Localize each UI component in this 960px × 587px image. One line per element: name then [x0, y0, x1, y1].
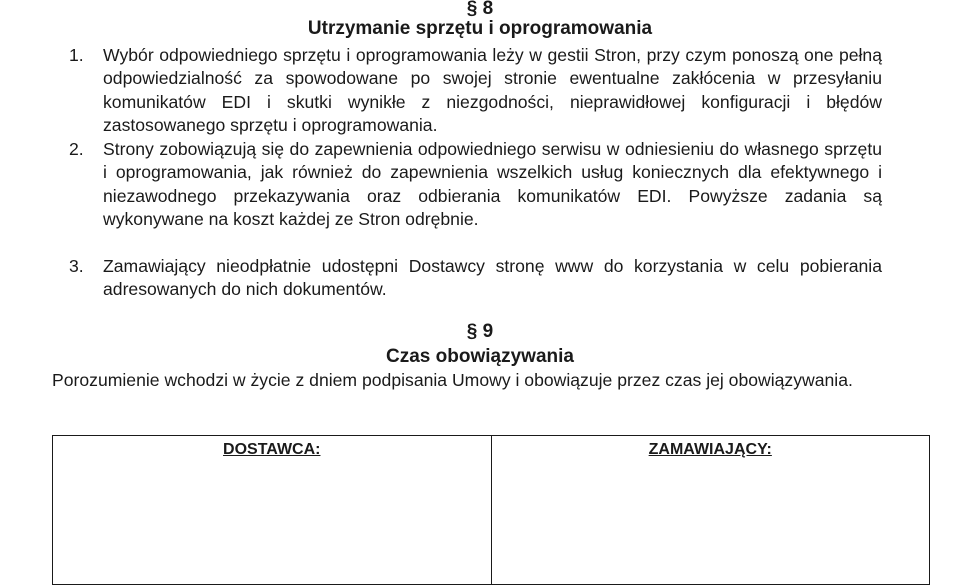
section-8-item-2	[60, 138, 882, 232]
item-number: 3.	[69, 256, 84, 276]
item-text: Strony zobowiązują się do zapewnienia odpowiedniego serwisu w odniesieniu do własnego sprzętu i oprogramowania, jak również do zapewnienia wszelkich usług koniecznych dla efektywnego i niezawodnego przekazywania oraz odbierania komunikatów EDI. Powyższe zadania są wykonywane na koszt każdej ze Stron odrębnie.	[103, 139, 882, 230]
signature-cell-supplier	[53, 436, 491, 584]
signature-cell-buyer	[491, 436, 930, 584]
item-number: 1.	[69, 45, 84, 65]
supplier-signature-label: DOSTAWCA:	[223, 441, 321, 458]
section-8-item-3	[60, 255, 882, 302]
section-8-title: Utrzymanie sprzętu i oprogramowania	[307, 18, 653, 39]
section-9-body: Porozumienie wchodzi w życie z dniem podpisania Umowy i obowiązuje przez czas jej obowiązywania.	[52, 370, 853, 390]
buyer-signature-label: ZAMAWIAJĄCY:	[648, 441, 772, 458]
item-number: 2.	[69, 139, 84, 159]
signature-table	[52, 435, 930, 585]
section-8-item-1	[60, 44, 882, 138]
section-8-number: § 8	[466, 0, 494, 19]
section-9-number: § 9	[466, 321, 494, 342]
section-9-title: Czas obowiązywania	[386, 346, 574, 367]
item-text: Zamawiający nieodpłatnie udostępni Dostawcy stronę www do korzystania w celu pobierania adresowanych do nich dokumentów.	[103, 256, 882, 300]
item-text: Wybór odpowiedniego sprzętu i oprogramowania leży w gestii Stron, przy czym ponoszą one pełną odpowiedzialność za spowodowane po swojej stronie ewentualne zakłócenia w przesyłaniu komunikatów EDI i skutki wynikłe z niezgodności, nieprawidłowej konfiguracji i błędów zastosowanego sprzętu i oprogramowania.	[103, 45, 882, 136]
